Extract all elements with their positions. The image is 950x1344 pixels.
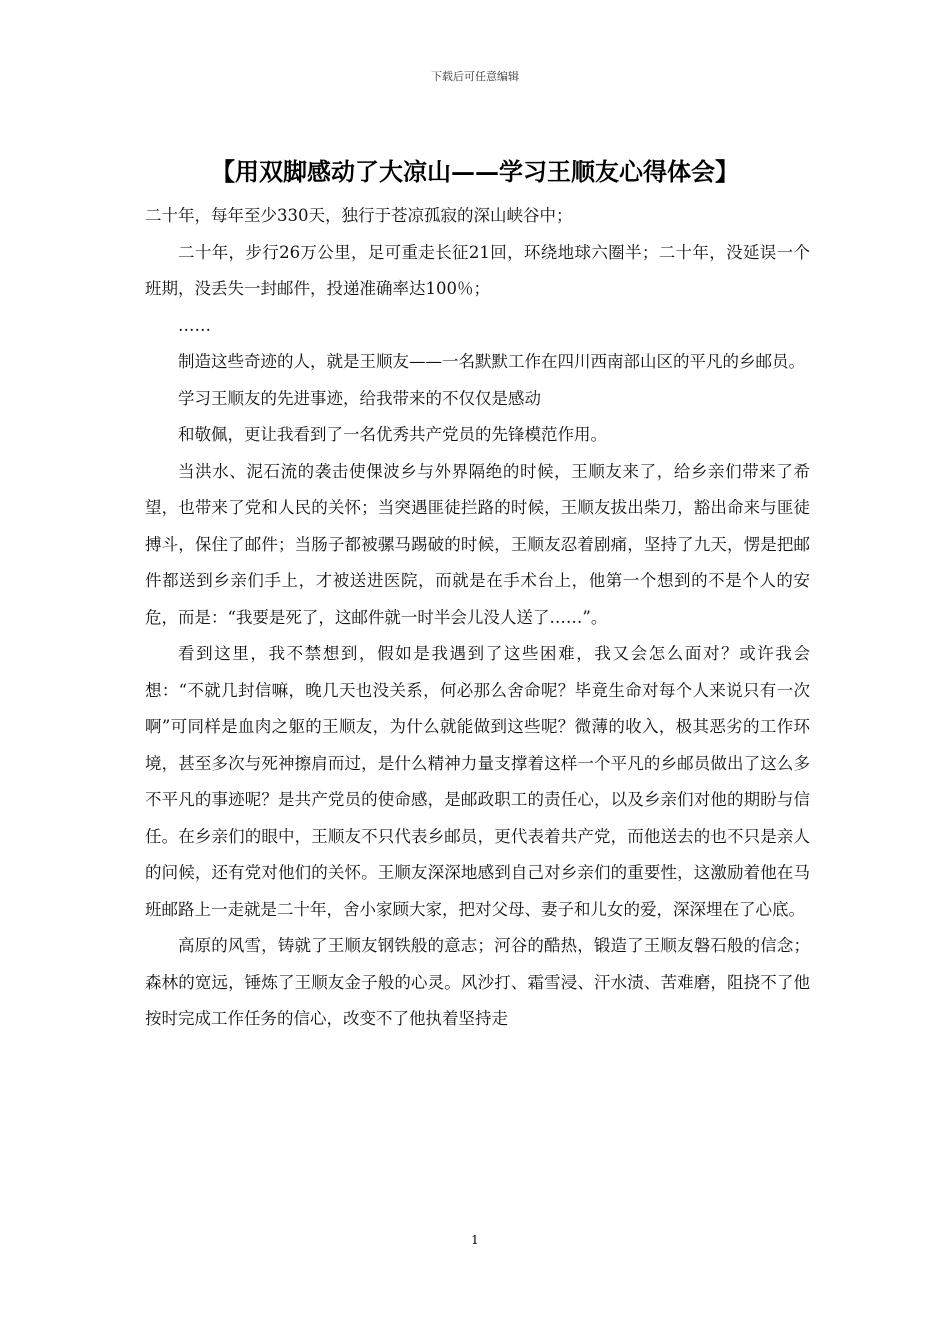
paragraph: 学习王顺友的先进事迹，给我带来的不仅仅是感动 — [178, 388, 541, 408]
paragraph: 高原的风雪，铸就了王顺友钢铁般的意志；河谷的酷热，锻造了王顺友磐石般的信念；森林的宽远，锤炼了王顺友金子般的心灵。风沙打、霜雪浸、汗水渍、苦难磨，阻挠不了他按时完成工作任务的信心，改变不了他执着坚持走 — [145, 936, 810, 1028]
paragraph: 当洪水、泥石流的袭击使倮波乡与外界隔绝的时候，王顺友来了，给乡亲们带来了希望，也带来了党和人民的关怀；当突遇匪徒拦路的时候，王顺友拔出柴刀，豁出命来与匪徒搏斗，保住了邮件；当肠子都被骡马踢破的时候，王顺友忍着剧痛，坚持了九天，愣是把邮件都送到乡亲们手上，才被送进医院，而就是在手术台上，他第一个想到的不是个人的安危，而是：“我要是死了，这邮件就一时半会儿没人送了……”。 — [145, 461, 810, 627]
paragraph: 制造这些奇迹的人，就是王顺友——一名默默工作在四川西南部山区的平凡的乡邮员。 — [178, 352, 805, 371]
paragraph: 看到这里，我不禁想到，假如是我遇到了这些困难，我又会怎么面对？或许我会想：“不就几封信嘛，晚几天也没关系，何必那么舍命呢？毕竟生命对每个人来说只有一次啊”可同样是血肉之躯的王顺友，为什么就能做到这些呢？微薄的收入，极其恶劣的工作环境，甚至多次与死神擦肩而过，是什么精神力量支撑着这样一个平凡的乡邮员做出了这么多不平凡的事迹呢？是共产党员的使命感，是邮政职工的责任心，以及乡亲们对他的期盼与信任。在乡亲们的眼中，王顺友不只代表乡邮员，更代表着共产党，而他送去的也不只是亲人的问候，还有党对他们的关怀。王顺友深深地感到自己对乡亲们的重要性，这激励着他在马班邮路上一走就是二十年，舍小家顾大家，把对父母、妻子和儿女的爱，深深埋在了心底。 — [145, 644, 810, 919]
paragraph: 二十年，每年至少330天，独行于苍凉孤寂的深山峡谷中； — [145, 206, 573, 225]
page-number: 1 — [471, 1233, 479, 1247]
page-header: 下载后可任意编辑 — [431, 70, 519, 83]
paragraph: 和敬佩，更让我看到了一名优秀共产党员的先锋模范作用。 — [178, 425, 607, 444]
paragraph: …… — [178, 315, 211, 335]
page-title: 【用双脚感动了大凉山——学习王顺友心得体会】 — [211, 157, 739, 186]
document-body — [145, 198, 810, 1038]
paragraph: 二十年，步行26万公里，足可重走长征21回，环绕地球六圈半；二十年，没延误一个班期，没丢失一封邮件，投递准确率达100％； — [145, 242, 810, 298]
